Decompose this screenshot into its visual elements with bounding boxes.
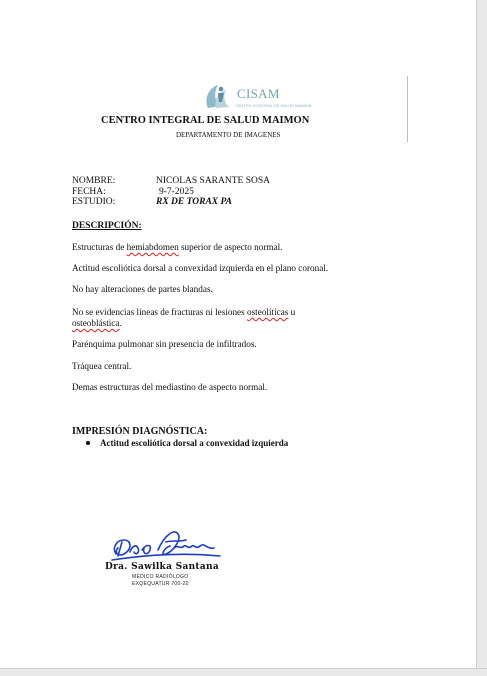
finding-line: Demas estructuras del mediastino de aspecto normal. xyxy=(72,382,268,392)
finding-line: Parénquima pulmonar sin presencia de infiltrados. xyxy=(72,339,257,349)
signature-block xyxy=(100,522,250,592)
signatory-role: MÉDICO RADIÓLOGO xyxy=(132,574,189,580)
finding-line xyxy=(72,318,122,329)
cisam-logo xyxy=(202,82,312,112)
impression-text: Actitud escoliótica dorsal a convexidad izquierda xyxy=(100,438,289,448)
name-label: NOMBRE: xyxy=(72,176,116,186)
signatory-exequatur: EXQEQUATUR 700-20 xyxy=(132,581,189,587)
exam-date: 9-7-2025 xyxy=(159,187,194,197)
finding-text: superior de aspecto normal. xyxy=(178,242,283,252)
impression-list xyxy=(86,438,288,448)
bullet-icon xyxy=(86,441,90,445)
finding-text: Estructuras de xyxy=(72,242,127,252)
organization-title: CENTRO INTEGRAL DE SALUD MAIMON xyxy=(101,115,310,126)
spellcheck-flagged-word: osteoblástica xyxy=(72,318,120,328)
header-divider xyxy=(407,76,408,142)
finding-line xyxy=(72,307,295,318)
date-label: FECHA: xyxy=(72,187,106,197)
signatory-name: Dra. Sawilka Santana xyxy=(105,562,219,572)
finding-line xyxy=(72,242,283,253)
study-label: ESTUDIO: xyxy=(72,197,116,207)
logo-emblem-icon xyxy=(202,82,236,112)
patient-name: NICOLAS SARANTE SOSA xyxy=(156,176,271,186)
spellcheck-flagged-word: osteolíticas xyxy=(247,307,289,317)
finding-line: Tráquea central. xyxy=(72,361,132,371)
description-heading: DESCRIPCIÓN: xyxy=(72,221,142,231)
finding-line: Actitud escoliótica dorsal a convexidad izquierda en el plano coronal. xyxy=(72,263,329,273)
department-title: DEPARTAMENTO DE IMAGENES xyxy=(176,131,281,139)
finding-text: No se evidencias líneas de fracturas ni lesiones xyxy=(72,307,248,317)
finding-text: . xyxy=(119,318,122,328)
finding-text: u xyxy=(288,307,296,317)
handwritten-signature-icon xyxy=(108,522,238,564)
impression-item xyxy=(86,438,288,448)
logo-text: CISAM xyxy=(237,86,280,101)
spellcheck-flagged-word: hemiabdomen xyxy=(126,242,179,252)
study-type: RX DE TORAX PA xyxy=(156,197,232,207)
page-edge-right xyxy=(476,0,487,675)
logo-subtext: CENTRO INTEGRAL DE SALUD MAIMON xyxy=(235,103,312,108)
finding-line: No hay alteraciones de partes blandas. xyxy=(72,284,213,294)
impression-heading: IMPRESIÓN DIAGNÓSTICA: xyxy=(72,426,208,437)
